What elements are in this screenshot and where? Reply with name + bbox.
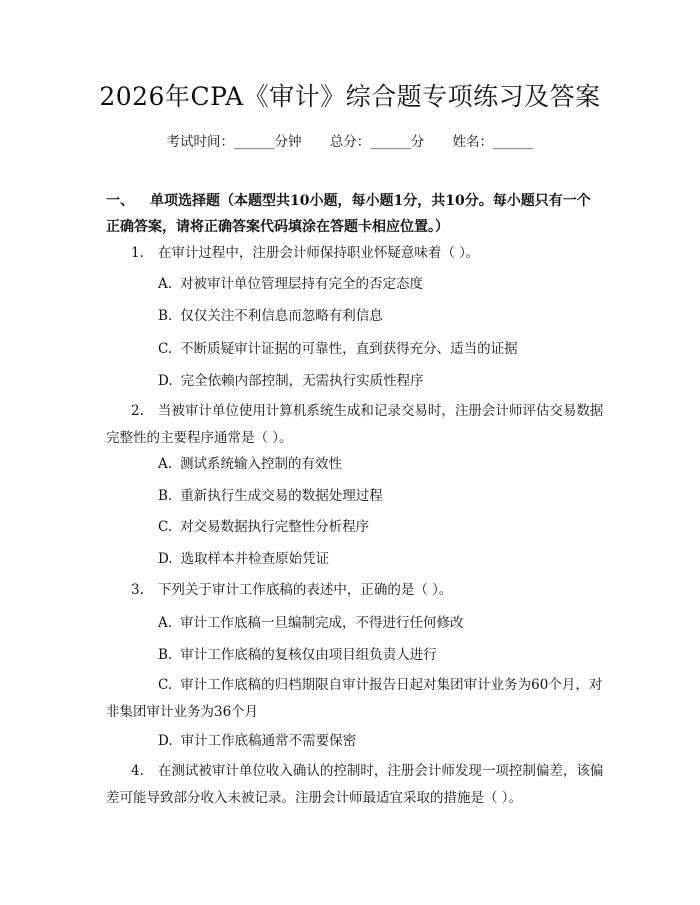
option-letter: D. [158, 373, 173, 389]
option-letter: A. [158, 456, 173, 472]
option-text: 仅仅关注不利信息而忽略有利信息 [180, 308, 383, 324]
section-instructions: 单项选择题（本题型共10小题，每小题1分，共10分。每小题只有一个正确答案，请将正确答案代码填涂在答题卡相应位置。） [106, 193, 591, 235]
section-number: 一、 [106, 193, 134, 209]
exam-time-field [166, 132, 301, 152]
question-text: 在测试被审计单位收入确认的控制时，注册会计师发现一项控制偏差，该偏差可能导致部分收入未被记录。注册会计师最适宜采取的措施是（ ）。 [106, 763, 604, 806]
exam-info-line [0, 132, 700, 152]
option-letter: B. [158, 647, 173, 663]
option-letter: C. [158, 677, 173, 693]
question-number: 3. [131, 582, 144, 598]
total-score-field [330, 132, 425, 152]
q3-option-a [158, 613, 464, 633]
option-letter: A. [158, 276, 173, 292]
q3-option-d [158, 731, 356, 751]
option-text: 重新执行生成交易的数据处理过程 [180, 488, 383, 504]
option-letter: D. [158, 551, 173, 567]
option-letter: D. [158, 733, 173, 749]
option-letter: A. [158, 615, 173, 631]
q1-option-b [158, 306, 383, 326]
section-heading [106, 188, 604, 240]
question-2 [106, 398, 604, 452]
question-1 [106, 240, 604, 267]
exam-time-blank: ______ [233, 134, 275, 150]
q3-option-b [158, 645, 437, 665]
question-text: 下列关于审计工作底稿的表述中，正确的是（ ）。 [157, 582, 453, 598]
total-score-label: 总分： [329, 134, 371, 150]
q2-option-d [158, 549, 329, 569]
option-text: 完全依赖内部控制，无需执行实质性程序 [180, 373, 424, 389]
q2-option-c [158, 517, 369, 537]
option-text: 不断质疑审计证据的可靠性，直到获得充分、适当的证据 [180, 341, 518, 357]
total-score-blank: ______ [370, 134, 411, 150]
name-blank: ______ [493, 134, 534, 150]
q1-option-d [158, 371, 424, 391]
question-3 [106, 577, 604, 604]
q1-option-a [158, 274, 423, 294]
question-4 [106, 758, 604, 812]
name-field [453, 132, 534, 152]
question-text: 当被审计单位使用计算机系统生成和记录交易时，注册会计师评估交易数据完整性的主要程序通常是（ ）。 [106, 403, 604, 446]
page-title: 2026年CPA《审计》综合题专项练习及答案 [99, 82, 601, 111]
exam-time-unit: 分钟 [274, 134, 302, 150]
option-text: 选取样本并检查原始凭证 [180, 551, 330, 567]
option-letter: C. [158, 341, 173, 357]
option-text: 审计工作底稿的复核仅由项目组负责人进行 [180, 647, 437, 663]
option-letter: B. [158, 488, 173, 504]
name-label: 姓名： [452, 134, 494, 150]
option-text: 审计工作底稿通常不需要保密 [180, 733, 357, 749]
q1-option-c [158, 339, 518, 359]
option-text: 测试系统输入控制的有效性 [180, 456, 343, 472]
question-number: 4. [131, 763, 144, 779]
question-number: 1. [131, 245, 144, 261]
option-text: 审计工作底稿一旦编制完成，不得进行任何修改 [180, 615, 464, 631]
option-letter: B. [158, 308, 173, 324]
q3-option-c [106, 672, 604, 726]
q2-option-a [158, 454, 342, 474]
option-text: 对被审计单位管理层持有完全的否定态度 [180, 276, 424, 292]
total-score-unit: 分 [410, 134, 425, 150]
q2-option-b [158, 486, 383, 506]
option-text: 对交易数据执行完整性分析程序 [180, 519, 370, 535]
question-text: 在审计过程中，注册会计师保持职业怀疑意味着（ ）。 [157, 245, 480, 261]
option-letter: C. [158, 519, 173, 535]
question-number: 2. [131, 403, 144, 419]
exam-time-label: 考试时间： [166, 134, 234, 150]
option-text: 审计工作底稿的归档期限自审计报告日起对集团审计业务为60个月，对非集团审计业务为36个月 [106, 677, 603, 720]
